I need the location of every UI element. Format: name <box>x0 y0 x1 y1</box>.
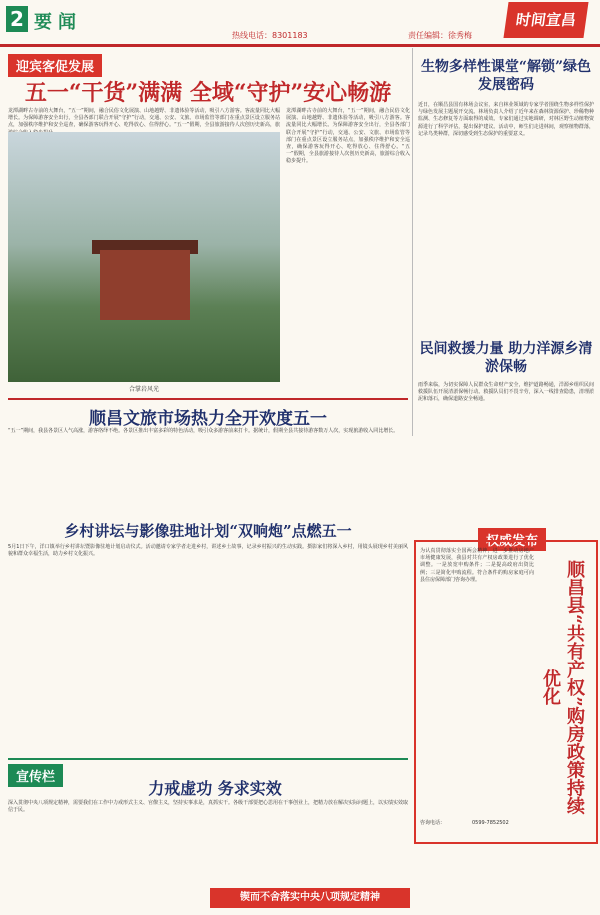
article7-body: 深入贯彻中央八项规定精神，需要我们在工作中力戒形式主义、官僚主义，坚持实事求是，真抓实干。各级干部要把心思用在干事创业上，把精力放在解决实际问题上，以实绩实效取信于民。 <box>8 800 409 814</box>
newspaper-logo: 时间宣昌 <box>503 2 588 38</box>
editor: 责任编辑：徐秀梅 <box>408 31 472 40</box>
section-title: 要闻 <box>34 12 82 33</box>
article5-body: 5月1日下午，洋口镇举行乡村讲坛暨影像驻地计划启动仪式。活动邀请专家学者走进乡村，讲述乡土故事，记录乡村振兴的生动实践。摄影家们将深入乡村，用镜头展现乡村美丽风貌和群众幸福生活，助力乡村文化振兴。 <box>8 544 408 558</box>
bottom-divider <box>8 758 408 760</box>
article2-body: 近日，在顺昌县国有林场会议室，来自林业领域的专家学者围绕生物多样性保护与绿色发展主题展开交流。林场负责人介绍了近年来在森林资源保护、珍稀物种监测、生态修复等方面取得的成效。专家们通过实地调研，对林区野生动植物资源进行了科学评估，提出保护建议。活动中，师生们走进林间，观察植物群落，记录鸟类种群，深切感受到生态保护的重要意义。 <box>418 102 594 137</box>
tag-welcome: 迎宾客促发展 <box>8 54 102 77</box>
article7-title: 力戒虚功 务求实效 <box>148 779 282 798</box>
article4-title: 顺昌文旅市场热力全开欢度五一 <box>89 409 327 429</box>
article1-body: 龙潭湖畔古寺前的大舞台，“五一”期间，融合民俗文化展演、山地越野、非遗体验等活动，吸引八方游客。客流量同比大幅增长。为保障游客安全出行，全县各部门联合开展“守护”行动，交通、公安、文旅、市场监管等部门在重点景区设立服务站点，加强秩序维护和安全巡查，确保游客玩得开心、吃得放心、住得舒心。“五一”假期，全县旅游接待人次创历史新高，旅游综合收入稳步提升。 <box>286 108 410 165</box>
article2-title: 生物多样性课堂“解锁”绿色发展密码 <box>420 59 592 93</box>
article6-contact-label: 咨询电话： <box>420 820 446 826</box>
hotline: 热线电话：8301183 <box>232 31 308 40</box>
column-divider <box>412 48 413 436</box>
page-header <box>0 0 600 47</box>
article1-lead: 龙潭湖畔古寺前的大舞台，“五一”期间，融合民俗文化展演、山地越野、非遗体验等活动，吸引八方游客。客流量同比大幅增长。为保障游客安全出行，全县各部门联合开展“守护”行动，交通、公安、文旅、市场监管等部门在重点景区设立服务站点，加强秩序维护和安全巡查，确保游客玩得开心、吃得放心、住得舒心。“五一”假期，全县旅游接待人次创历史新高，旅 <box>8 108 280 129</box>
article3-title: 民间救援力量 助力洋源乡清淤保畅 <box>419 341 593 375</box>
page-number: 2 <box>6 6 28 32</box>
article5-title: 乡村讲坛与影像驻地计划“双响炮”点燃五一 <box>64 522 352 540</box>
section-divider <box>8 398 408 400</box>
photo-caption: 合掌岩风光 <box>128 386 159 393</box>
article6-contact: 0599-7852502 <box>472 820 509 826</box>
article1-title: 五一“干货”满满 全域“守护”安心畅游 <box>24 80 392 106</box>
article3-body: 雨季来临，为切实保障人民群众生命财产安全，维护道路畅通，洋源乡组织民间救援队伍开展清淤保畅行动。救援队员们不畏辛劳，深入一线排查隐患，清理淤泥和落石，确保道路安全畅通。 <box>418 382 594 403</box>
article6-title: 顺昌县“共有产权”购房政策持续优化 <box>540 559 585 815</box>
article4-body: “五一”期间，我县各景区人气高涨，游客络绎不绝。各景区推出丰富多彩的特色活动，吸引众多游客前来打卡。据统计，假期全县共接待游客数万人次，实现旅游收入同比增长。 <box>8 428 399 434</box>
scenic-photo <box>8 132 280 382</box>
tag-bulletin: 宣传栏 <box>8 764 63 787</box>
integrity-banner: 锲而不舍落实中央八项规定精神 <box>210 888 410 908</box>
tag-authority: 权威发布 <box>478 528 546 551</box>
article6-body: 为认真贯彻落实全国两会精神，进一步推动房地产市场健康发展，我县对共有产权房政策进行了优化调整。一是放宽申购条件；二是提高政府出资比例；三是简化申购流程。符合条件的购房家庭可向县住房保障部门咨询办理。 <box>420 548 534 583</box>
